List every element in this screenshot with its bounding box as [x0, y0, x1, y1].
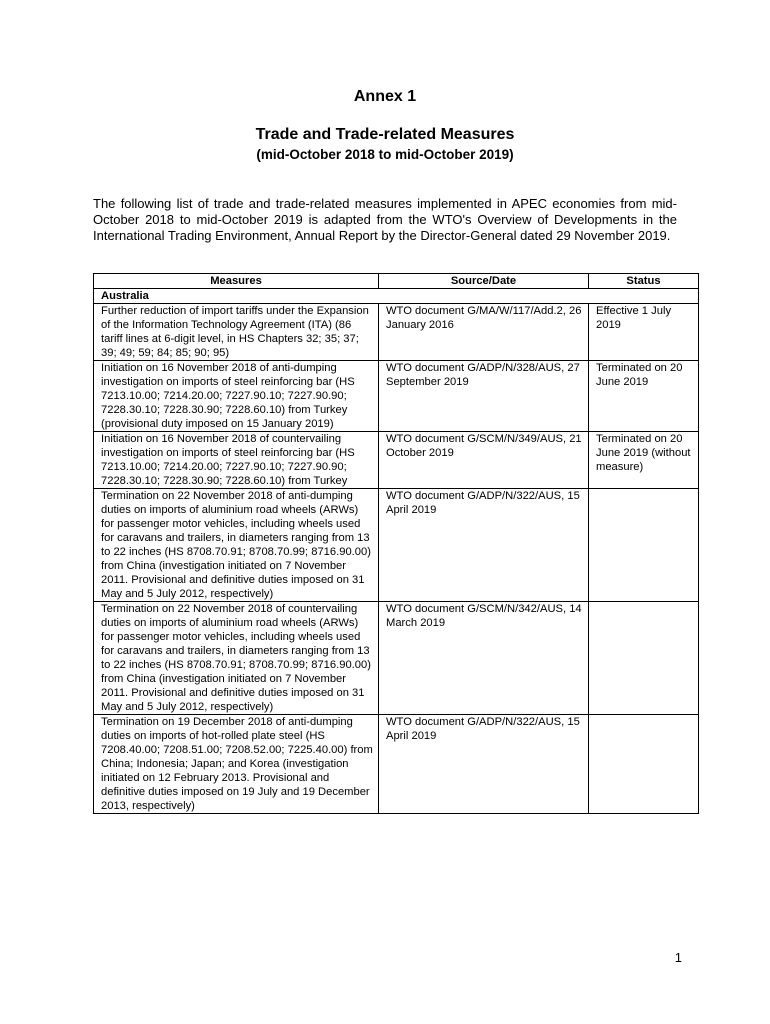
measure-cell: Initiation on 16 November 2018 of countervailing investigation on imports of steel reinforcing bar (HS 7213.10.00; 7214.20.00; 7227.90.10; 7227.90.90; 7228.30.10; 7228.30.90; 7228.60.10) from Turkey [94, 432, 379, 489]
column-header-measures: Measures [94, 274, 379, 289]
measures-table [93, 273, 699, 814]
document-title: Trade and Trade-related Measures [255, 126, 515, 143]
measure-cell: Termination on 19 December 2018 of anti-dumping duties on imports of hot-rolled plate steel (HS 7208.40.00; 7208.51.00; 7208.52.00; 7225.40.00) from China; Indonesia; Japan; and Korea (investigation initiated on 12 February 2013. Provisional and definitive duties imposed on 19 July and 19 December 2013, respectively) [94, 715, 379, 814]
status-cell [589, 489, 699, 602]
table-row [94, 361, 699, 432]
page-number: 1 [674, 950, 682, 965]
measure-cell: Termination on 22 November 2018 of anti-dumping duties on imports of aluminium road wheels (ARWs) for passenger motor vehicles, including wheels used for caravans and trailers, in diameters ranging from 13 to 22 inches (HS 8708.70.91; 8708.70.99; 8716.90.00) from China (investigation initiated on 7 November 2011. Provisional and definitive duties imposed on 31 May and 5 July 2012, respectively) [94, 489, 379, 602]
source-cell: WTO document G/ADP/N/328/AUS, 27 September 2019 [379, 361, 589, 432]
annex-label: Annex 1 [353, 88, 417, 105]
source-cell: WTO document G/SCM/N/349/AUS, 21 October 2019 [379, 432, 589, 489]
measure-cell: Further reduction of import tariffs under the Expansion of the Information Technology Agreement (ITA) (86 tariff lines at 6-digit level, in HS Chapters 32; 35; 37; 39; 49; 59; 84; 85; 90; 95) [94, 304, 379, 361]
status-cell [589, 602, 699, 715]
measure-cell: Termination on 22 November 2018 of countervailing duties on imports of aluminium road wheels (ARWs) for passenger motor vehicles, including wheels used for caravans and trailers, in diameters ranging from 13 to 22 inches (HS 8708.70.91; 8708.70.99; 8716.90.00) from China (investigation initiated on 7 November 2011. Provisional and definitive duties imposed on 31 May and 5 July 2012, respectively) [94, 602, 379, 715]
source-cell: WTO document G/ADP/N/322/AUS, 15 April 2019 [379, 489, 589, 602]
status-cell: Terminated on 20 June 2019 [589, 361, 699, 432]
table-row [94, 489, 699, 602]
status-cell [589, 715, 699, 814]
country-name: Australia [94, 289, 699, 304]
table-row [94, 715, 699, 814]
column-header-source-date: Source/Date [379, 274, 589, 289]
measure-cell: Initiation on 16 November 2018 of anti-dumping investigation on imports of steel reinforcing bar (HS 7213.10.00; 7214.20.00; 7227.90.10; 7227.90.90; 7228.30.10; 7228.30.90; 7228.60.10) from Turkey (provisional duty imposed on 15 January 2019) [94, 361, 379, 432]
country-row [94, 289, 699, 304]
status-cell: Terminated on 20 June 2019 (without measure) [589, 432, 699, 489]
table-row [94, 304, 699, 361]
table-row [94, 432, 699, 489]
column-header-status: Status [589, 274, 699, 289]
table-row [94, 602, 699, 715]
table-header-row [94, 274, 699, 289]
source-cell: WTO document G/MA/W/117/Add.2, 26 January 2016 [379, 304, 589, 361]
document-subtitle: (mid-October 2018 to mid-October 2019) [256, 147, 514, 162]
status-cell: Effective 1 July 2019 [589, 304, 699, 361]
source-cell: WTO document G/SCM/N/342/AUS, 14 March 2019 [379, 602, 589, 715]
source-cell: WTO document G/ADP/N/322/AUS, 15 April 2019 [379, 715, 589, 814]
intro-paragraph: The following list of trade and trade-related measures implemented in APEC economies from mid-October 2018 to mid-October 2019 is adapted from the WTO's Overview of Developments in the International Trading Environment, Annual Report by the Director-General dated 29 November 2019. [93, 196, 677, 243]
